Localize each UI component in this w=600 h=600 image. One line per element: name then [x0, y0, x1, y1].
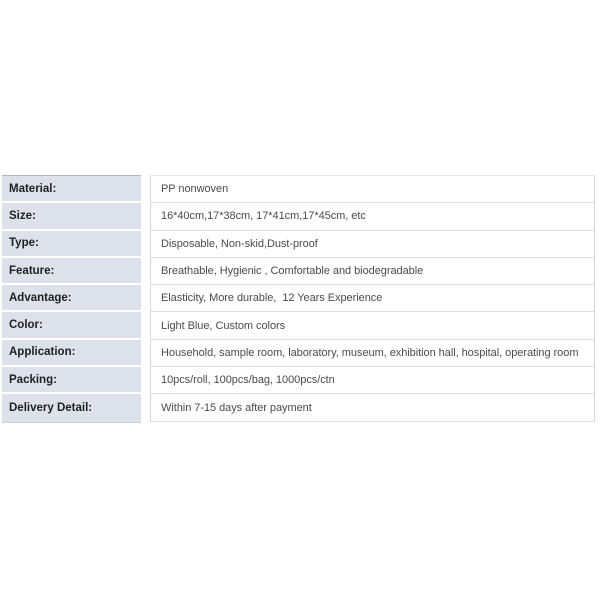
spec-label-delivery-detail: Delivery Detail:	[2, 394, 141, 421]
spec-label-material: Material:	[2, 176, 141, 203]
spec-value-feature: Breathable, Hygienic , Comfortable and biodegradable	[151, 258, 594, 285]
spec-label-color: Color:	[2, 312, 141, 339]
spec-value-type: Disposable, Non-skid,Dust-proof	[151, 231, 594, 258]
spec-label-advantage: Advantage:	[2, 285, 141, 312]
spec-label-type: Type:	[2, 231, 141, 258]
spec-label-size: Size:	[2, 203, 141, 230]
spec-value-packing: 10pcs/roll, 100pcs/bag, 1000pcs/ctn	[151, 367, 594, 394]
spec-label-packing: Packing:	[2, 367, 141, 394]
spec-value-application: Household, sample room, laboratory, museum, exhibition hall, hospital, operating room	[151, 340, 594, 367]
spec-value-size: 16*40cm,17*38cm, 17*41cm,17*45cm, etc	[151, 203, 594, 230]
spec-value-delivery-detail: Within 7-15 days after payment	[151, 394, 594, 421]
spec-value-color: Light Blue, Custom colors	[151, 312, 594, 339]
spec-label-application: Application:	[2, 340, 141, 367]
spec-value-column	[150, 175, 595, 422]
product-spec-table	[2, 175, 595, 423]
spec-value-material: PP nonwoven	[151, 176, 594, 203]
spec-value-advantage: Elasticity, More durable, 12 Years Experience	[151, 285, 594, 312]
spec-label-feature: Feature:	[2, 258, 141, 285]
spec-label-column	[2, 175, 141, 423]
